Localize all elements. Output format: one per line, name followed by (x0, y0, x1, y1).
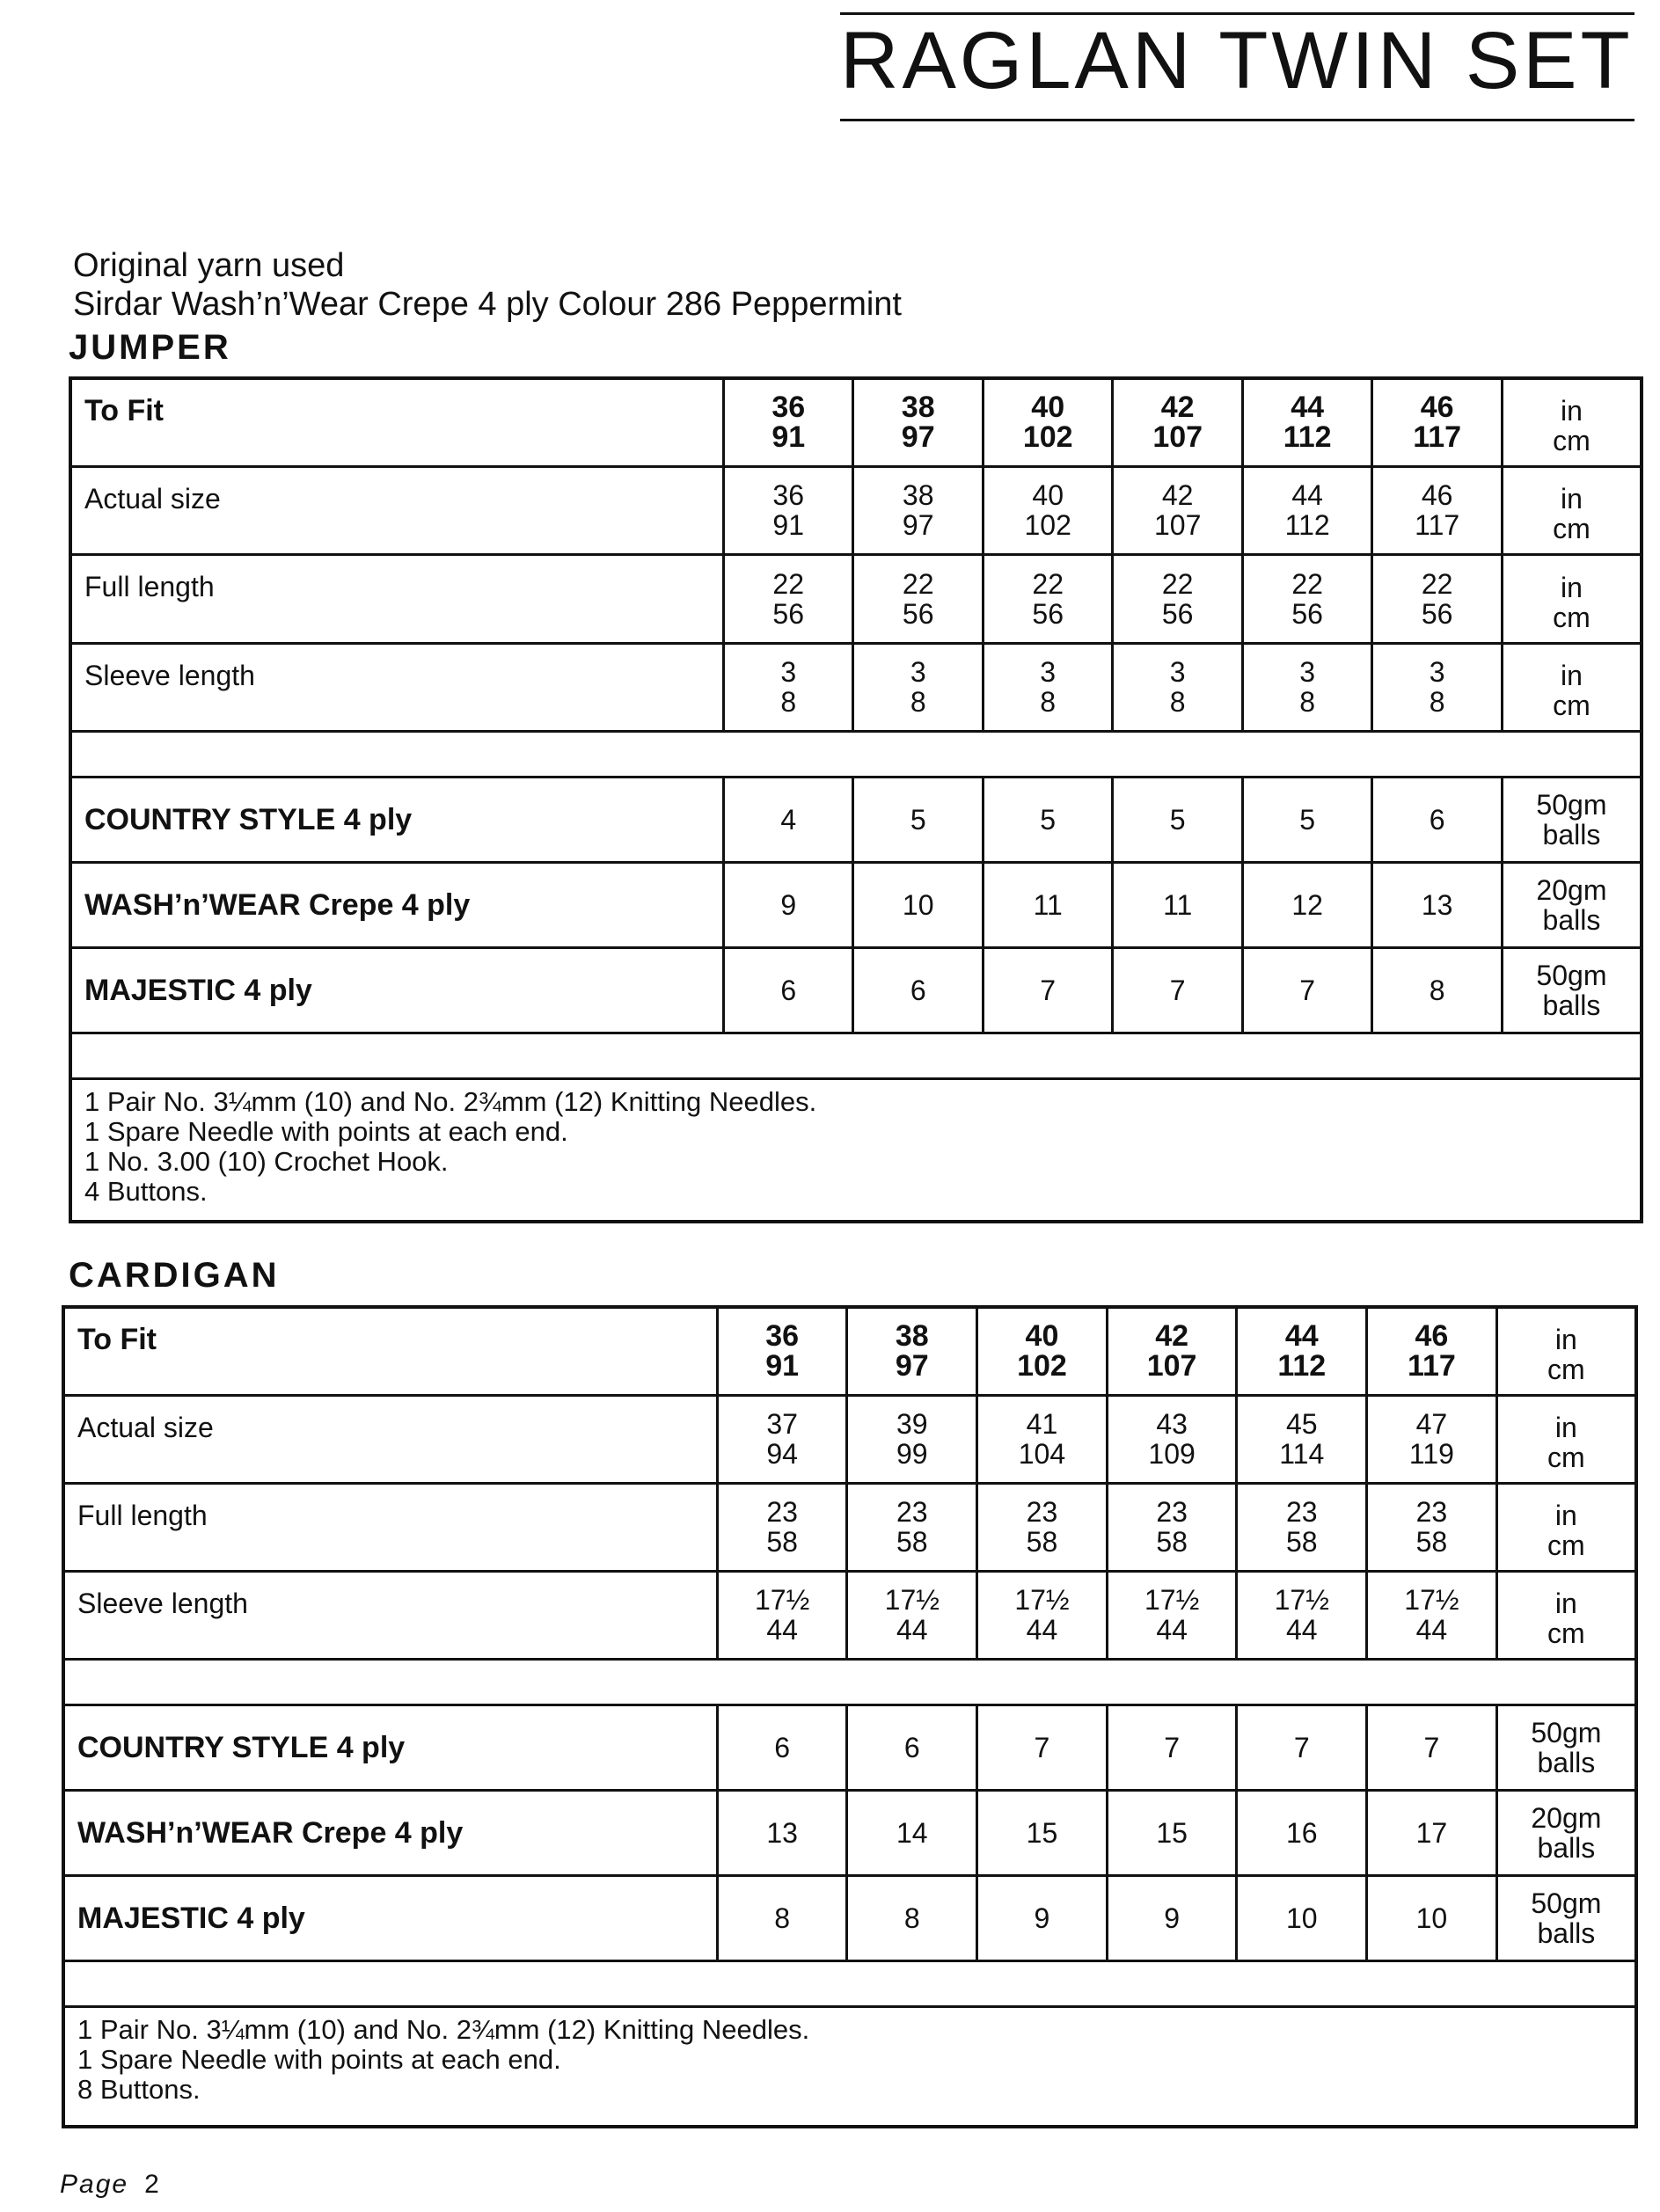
ball-count: 6 (847, 1705, 977, 1790)
size-cell (977, 1395, 1108, 1483)
materials-notes (70, 1078, 1642, 1222)
unit-label: cm (1553, 690, 1591, 721)
unit-label: in (1554, 1588, 1577, 1619)
materials-notes (63, 2006, 1636, 2127)
value-in: 3 (1429, 656, 1445, 688)
spacer-cell (63, 1960, 1636, 2006)
value-in: 44 (1291, 479, 1323, 511)
row-label: To Fit (63, 1307, 717, 1395)
size-cell (853, 378, 983, 466)
spacer-row (63, 1659, 1636, 1705)
value-cm: 102 (1024, 509, 1071, 541)
size-cell (1367, 1483, 1497, 1571)
ball-count: 7 (1242, 947, 1371, 1033)
value-cm: 44 (1156, 1614, 1188, 1646)
size-cell (983, 643, 1112, 731)
value-cm: 102 (1022, 420, 1073, 455)
row-label: Actual size (70, 466, 723, 554)
value-in: 17½ (1274, 1584, 1329, 1616)
unit-label: cm (1547, 1529, 1585, 1561)
unit-label: in (1560, 395, 1583, 427)
yarn-row (70, 862, 1642, 947)
value-cm: 44 (1415, 1614, 1448, 1646)
unit-label: cm (1547, 1354, 1585, 1386)
unit-label: 20gm (1536, 873, 1607, 906)
size-cell (847, 1307, 977, 1395)
value-in: 37 (766, 1408, 798, 1440)
spacer-row (70, 1033, 1642, 1078)
spacer-row (63, 1960, 1636, 2006)
value-in: 44 (1291, 391, 1325, 425)
unit-cell (1502, 947, 1642, 1033)
size-cell (1242, 378, 1371, 466)
note-line: 1 Pair No. 3¼mm (10) and No. 2¾mm (12) Knitting Needles. (77, 2013, 810, 2045)
value-in: 3 (910, 656, 926, 688)
size-cell (1372, 378, 1502, 466)
value-cm: 44 (766, 1614, 798, 1646)
size-cell (1107, 1571, 1237, 1659)
size-cell (847, 1483, 977, 1571)
unit-cell (1496, 1875, 1636, 1960)
value-in: 17½ (1404, 1584, 1459, 1616)
yarn-row (63, 1875, 1636, 1960)
yarn-label: COUNTRY STYLE 4 ply (70, 777, 723, 862)
value-in: 36 (765, 1319, 800, 1354)
unit-cell (1502, 862, 1642, 947)
value-cm: 109 (1148, 1438, 1196, 1470)
measure-row (63, 1307, 1636, 1395)
value-in: 45 (1285, 1408, 1318, 1440)
size-cell (717, 1307, 847, 1395)
jumper-table (69, 376, 1643, 1223)
measure-row (70, 643, 1642, 731)
value-cm: 56 (1291, 597, 1323, 630)
spacer-cell (70, 731, 1642, 777)
value-in: 17½ (884, 1584, 940, 1616)
value-cm: 8 (1169, 686, 1186, 718)
value-in: 42 (1161, 479, 1194, 511)
unit-label: in (1560, 660, 1583, 691)
note-line: 1 Spare Needle with points at each end. (84, 1115, 568, 1147)
ball-count: 10 (1367, 1875, 1497, 1960)
size-cell (977, 1483, 1108, 1571)
ball-count: 16 (1237, 1790, 1367, 1875)
unit-label: 20gm (1531, 1801, 1602, 1834)
ball-count: 7 (1113, 947, 1242, 1033)
unit-label: cm (1553, 601, 1591, 633)
row-label: Full length (63, 1483, 717, 1571)
value-in: 36 (772, 479, 805, 511)
value-in: 43 (1156, 1408, 1188, 1440)
ball-count: 15 (977, 1790, 1108, 1875)
size-cell (977, 1571, 1108, 1659)
value-cm: 44 (896, 1614, 928, 1646)
spacer-cell (63, 1659, 1636, 1705)
value-in: 36 (771, 391, 806, 425)
unit-label: cm (1547, 1617, 1585, 1649)
size-cell (1113, 378, 1242, 466)
value-cm: 114 (1279, 1438, 1325, 1470)
value-in: 38 (902, 479, 934, 511)
value-in: 23 (896, 1496, 928, 1528)
measure-row (63, 1395, 1636, 1483)
ball-count: 11 (983, 862, 1112, 947)
size-cell (723, 554, 852, 643)
ball-count: 7 (1107, 1705, 1237, 1790)
ball-count: 13 (717, 1790, 847, 1875)
notes-row (70, 1078, 1642, 1222)
ball-count: 5 (983, 777, 1112, 862)
note-line: 8 Buttons. (77, 2073, 201, 2105)
unit-cell (1496, 1395, 1636, 1483)
unit-cell (1496, 1571, 1636, 1659)
ball-count: 9 (977, 1875, 1108, 1960)
note-line: 1 No. 3.00 (10) Crochet Hook. (84, 1145, 449, 1177)
size-cell (1113, 554, 1242, 643)
unit-cell (1502, 777, 1642, 862)
value-in: 46 (1421, 479, 1453, 511)
size-cell (1237, 1571, 1367, 1659)
unit-label: balls (1537, 1746, 1596, 1778)
value-cm: 97 (902, 509, 934, 541)
value-in: 44 (1284, 1319, 1319, 1354)
page-title: RAGLAN TWIN SET (840, 16, 1634, 106)
row-label: Full length (70, 554, 723, 643)
size-cell (853, 554, 983, 643)
size-cell (983, 378, 1112, 466)
value-in: 23 (1156, 1496, 1188, 1528)
value-cm: 117 (1413, 420, 1462, 455)
value-cm: 112 (1283, 420, 1332, 455)
value-cm: 8 (1040, 686, 1057, 718)
size-cell (1372, 466, 1502, 554)
value-cm: 107 (1152, 420, 1203, 455)
value-in: 40 (1031, 391, 1065, 425)
ball-count: 10 (853, 862, 983, 947)
value-in: 22 (1291, 567, 1323, 600)
ball-count: 17 (1367, 1790, 1497, 1875)
unit-cell (1502, 554, 1642, 643)
yarn-label: WASH’n’WEAR Crepe 4 ply (70, 862, 723, 947)
value-in: 46 (1415, 1319, 1449, 1354)
size-cell (1113, 466, 1242, 554)
note-line: 1 Spare Needle with points at each end. (77, 2043, 561, 2075)
ball-count: 6 (723, 947, 852, 1033)
yarn-label: COUNTRY STYLE 4 ply (63, 1705, 717, 1790)
value-in: 22 (902, 567, 934, 600)
size-cell (1242, 643, 1371, 731)
size-cell (1107, 1483, 1237, 1571)
size-cell (853, 466, 983, 554)
value-cm: 8 (1299, 686, 1316, 718)
size-cell (1367, 1307, 1497, 1395)
value-cm: 117 (1407, 1349, 1456, 1383)
ball-count: 6 (853, 947, 983, 1033)
unit-label: balls (1542, 903, 1601, 936)
size-cell (1367, 1571, 1497, 1659)
size-cell (723, 643, 852, 731)
unit-label: in (1560, 571, 1583, 603)
ball-count: 8 (717, 1875, 847, 1960)
unit-label: in (1560, 483, 1583, 515)
value-in: 3 (1299, 656, 1316, 688)
ball-count: 15 (1107, 1790, 1237, 1875)
value-cm: 91 (772, 509, 805, 541)
unit-cell (1502, 643, 1642, 731)
ball-count: 12 (1242, 862, 1371, 947)
ball-count: 5 (853, 777, 983, 862)
ball-count: 7 (1237, 1705, 1367, 1790)
unit-label: balls (1537, 1916, 1596, 1949)
cardigan-heading: CARDIGAN (69, 1256, 280, 1295)
ball-count: 7 (977, 1705, 1108, 1790)
value-cm: 112 (1277, 1349, 1327, 1383)
cardigan-table (62, 1305, 1638, 2128)
value-in: 22 (1161, 567, 1194, 600)
value-cm: 97 (901, 420, 935, 455)
row-label: Sleeve length (63, 1571, 717, 1659)
value-cm: 56 (772, 597, 805, 630)
size-cell (847, 1395, 977, 1483)
size-cell (1242, 466, 1371, 554)
size-cell (1107, 1307, 1237, 1395)
page-number-value: 2 (144, 2170, 161, 2199)
measure-row (70, 378, 1642, 466)
value-cm: 8 (780, 686, 797, 718)
ball-count: 9 (1107, 1875, 1237, 1960)
ball-count: 4 (723, 777, 852, 862)
unit-label: balls (1542, 989, 1601, 1021)
value-in: 41 (1026, 1408, 1058, 1440)
value-in: 3 (1169, 656, 1186, 688)
ball-count: 10 (1237, 1875, 1367, 1960)
value-in: 22 (1421, 567, 1453, 600)
row-label: To Fit (70, 378, 723, 466)
ball-count: 11 (1113, 862, 1242, 947)
yarn-label: MAJESTIC 4 ply (70, 947, 723, 1033)
value-in: 23 (1415, 1496, 1448, 1528)
value-in: 23 (1285, 1496, 1318, 1528)
yarn-row (70, 777, 1642, 862)
unit-label: 50gm (1531, 1887, 1602, 1919)
value-in: 17½ (755, 1584, 810, 1616)
unit-cell (1496, 1705, 1636, 1790)
value-cm: 91 (765, 1349, 800, 1383)
measure-row (63, 1483, 1636, 1571)
measure-row (70, 466, 1642, 554)
size-cell (1113, 643, 1242, 731)
value-cm: 119 (1408, 1438, 1454, 1470)
size-cell (1372, 643, 1502, 731)
note-line: 4 Buttons. (84, 1175, 208, 1207)
value-cm: 102 (1017, 1349, 1067, 1383)
size-cell (1242, 554, 1371, 643)
value-in: 46 (1420, 391, 1454, 425)
unit-label: balls (1537, 1831, 1596, 1864)
unit-label: cm (1553, 425, 1591, 457)
value-cm: 91 (771, 420, 806, 455)
value-cm: 94 (766, 1438, 798, 1470)
ball-count: 5 (1113, 777, 1242, 862)
size-cell (847, 1571, 977, 1659)
value-cm: 99 (896, 1438, 928, 1470)
value-cm: 104 (1018, 1438, 1066, 1470)
value-cm: 44 (1285, 1614, 1318, 1646)
value-cm: 97 (895, 1349, 929, 1383)
ball-count: 8 (1372, 947, 1502, 1033)
value-in: 40 (1025, 1319, 1059, 1354)
size-cell (723, 378, 852, 466)
ball-count: 5 (1242, 777, 1371, 862)
value-in: 17½ (1144, 1584, 1200, 1616)
yarn-label: WASH’n’WEAR Crepe 4 ply (63, 1790, 717, 1875)
value-cm: 58 (766, 1526, 798, 1558)
size-cell (717, 1571, 847, 1659)
intro-line-1: Original yarn used (73, 247, 345, 284)
ball-count: 9 (723, 862, 852, 947)
intro-line-2: Sirdar Wash’n’Wear Crepe 4 ply Colour 286 Peppermint (73, 286, 902, 323)
ball-count: 13 (1372, 862, 1502, 947)
ball-count: 7 (1367, 1705, 1497, 1790)
value-cm: 58 (1415, 1526, 1448, 1558)
size-cell (1107, 1395, 1237, 1483)
unit-label: 50gm (1536, 959, 1607, 991)
ball-count: 14 (847, 1790, 977, 1875)
row-label: Sleeve length (70, 643, 723, 731)
value-in: 42 (1155, 1319, 1189, 1354)
yarn-row (63, 1705, 1636, 1790)
measure-row (70, 554, 1642, 643)
spacer-cell (70, 1033, 1642, 1078)
value-cm: 44 (1026, 1614, 1058, 1646)
value-in: 39 (896, 1408, 928, 1440)
spacer-row (70, 731, 1642, 777)
size-cell (1237, 1307, 1367, 1395)
value-cm: 117 (1415, 509, 1460, 541)
unit-label: in (1554, 1324, 1577, 1356)
value-in: 3 (780, 656, 797, 688)
value-in: 3 (1040, 656, 1057, 688)
yarn-row (63, 1790, 1636, 1875)
size-cell (983, 554, 1112, 643)
size-cell (1367, 1395, 1497, 1483)
size-cell (977, 1307, 1108, 1395)
unit-cell (1496, 1483, 1636, 1571)
size-cell (723, 466, 852, 554)
unit-label: cm (1553, 513, 1591, 544)
unit-label: in (1554, 1500, 1577, 1531)
unit-cell (1496, 1790, 1636, 1875)
value-cm: 58 (1285, 1526, 1318, 1558)
value-cm: 8 (910, 686, 926, 718)
value-cm: 58 (1026, 1526, 1058, 1558)
value-cm: 56 (1032, 597, 1064, 630)
ball-count: 6 (1372, 777, 1502, 862)
page-label: Page (60, 2170, 129, 2199)
size-cell (717, 1483, 847, 1571)
value-in: 17½ (1014, 1584, 1070, 1616)
unit-label: balls (1542, 818, 1601, 850)
unit-label: 50gm (1531, 1716, 1602, 1748)
size-cell (1372, 554, 1502, 643)
value-cm: 107 (1153, 509, 1202, 541)
unit-label: in (1554, 1412, 1577, 1443)
value-in: 23 (1026, 1496, 1058, 1528)
measure-row (63, 1571, 1636, 1659)
value-in: 38 (901, 391, 935, 425)
unit-label: 50gm (1536, 788, 1607, 821)
ball-count: 8 (847, 1875, 977, 1960)
title-rule (840, 12, 1634, 121)
page-number (60, 2170, 161, 2200)
size-cell (717, 1395, 847, 1483)
jumper-heading: JUMPER (69, 328, 231, 367)
row-label: Actual size (63, 1395, 717, 1483)
size-cell (853, 643, 983, 731)
value-cm: 107 (1146, 1349, 1197, 1383)
value-in: 47 (1415, 1408, 1448, 1440)
ball-count: 7 (983, 947, 1112, 1033)
unit-cell (1502, 378, 1642, 466)
value-in: 42 (1160, 391, 1195, 425)
yarn-row (70, 947, 1642, 1033)
value-cm: 8 (1429, 686, 1445, 718)
value-in: 22 (772, 567, 805, 600)
notes-row (63, 2006, 1636, 2127)
value-cm: 56 (1421, 597, 1453, 630)
size-cell (983, 466, 1112, 554)
value-in: 38 (895, 1319, 929, 1354)
value-in: 40 (1032, 479, 1064, 511)
value-cm: 56 (902, 597, 934, 630)
unit-cell (1496, 1307, 1636, 1395)
note-line: 1 Pair No. 3¼mm (10) and No. 2¾mm (12) Knitting Needles. (84, 1085, 817, 1117)
size-cell (1237, 1483, 1367, 1571)
value-in: 22 (1032, 567, 1064, 600)
value-cm: 58 (896, 1526, 928, 1558)
unit-cell (1502, 466, 1642, 554)
unit-label: cm (1547, 1442, 1585, 1473)
ball-count: 6 (717, 1705, 847, 1790)
value-cm: 112 (1284, 509, 1330, 541)
value-cm: 58 (1156, 1526, 1188, 1558)
value-cm: 56 (1161, 597, 1194, 630)
value-in: 23 (766, 1496, 798, 1528)
size-cell (1237, 1395, 1367, 1483)
yarn-label: MAJESTIC 4 ply (63, 1875, 717, 1960)
